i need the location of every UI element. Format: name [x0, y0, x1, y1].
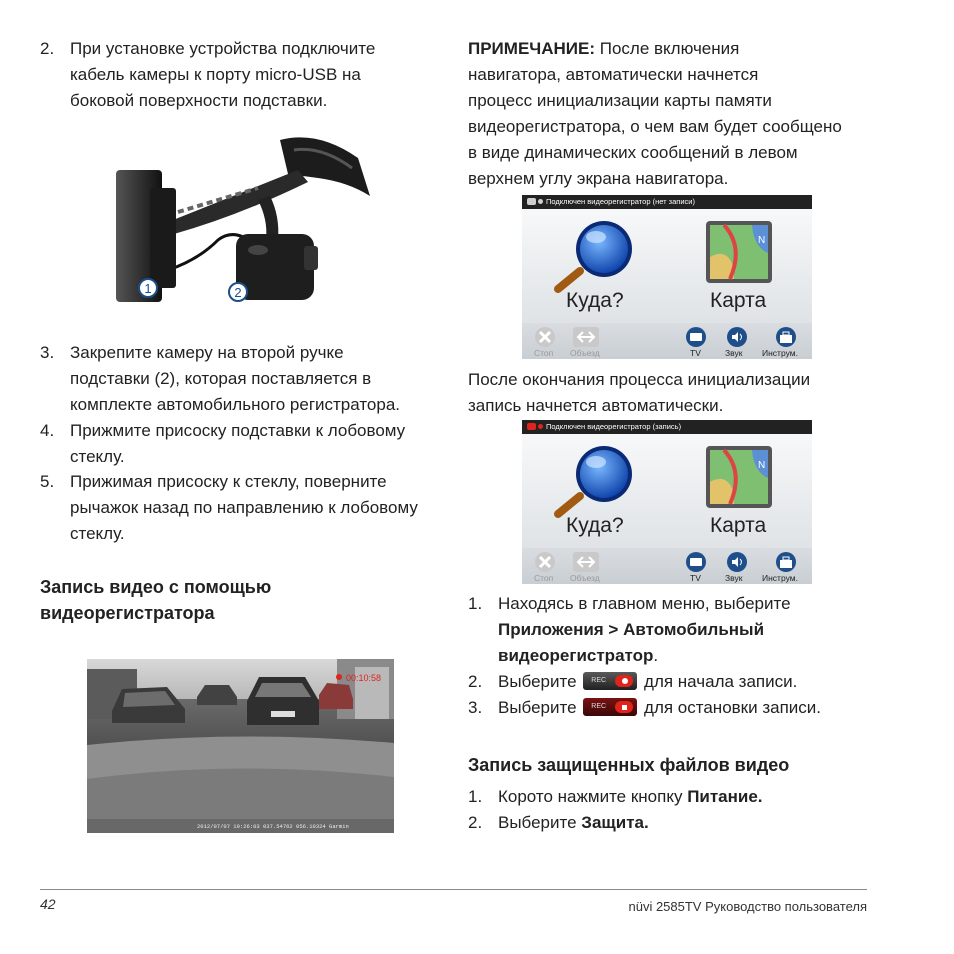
section-heading-video-recording: Запись видео с помощью видеорегистратора — [40, 577, 272, 623]
callout-2: 2 — [234, 285, 242, 300]
navigator-screen-idle — [522, 195, 812, 359]
magnifier-icon[interactable] — [552, 219, 642, 293]
suction-mount-illustration — [108, 130, 384, 308]
rec-time: 00:10:58 — [346, 673, 382, 683]
after-init-text: После окончания процесса инициализации запись начнется автоматически. — [468, 370, 811, 415]
note-block: ПРИМЕЧАНИЕ: После включения навигатора, автоматически начнется процесс инициализации карты памяти видеорегистратора, о чем вам будет сообщено в виде динамических сообщений в левом верхнем углу экрана навигатора. — [468, 39, 842, 188]
tv-icon[interactable] — [684, 326, 708, 348]
map-icon[interactable] — [704, 442, 776, 514]
step-2: 2. При установке устройства подключите кабель камеры к порту micro-USB на боковой поверхности подставки. — [40, 39, 376, 110]
where-to-label[interactable]: Куда? — [566, 289, 624, 312]
step-5: 5. Прижимая присоску к стеклу, поверните рычажок назад по направлению к лобовому стеклу. — [40, 472, 418, 543]
status-message: Подключен видеорегистратор (запись) — [546, 422, 682, 431]
dashcam-overlay: 2012/07/07 19:26:03 037.54762 056.10324 Garmin — [197, 823, 349, 830]
volume-icon[interactable] — [725, 326, 749, 348]
tools-icon[interactable] — [774, 551, 798, 573]
navigator-screen-recording — [522, 420, 812, 584]
detour-icon[interactable] — [572, 551, 600, 573]
status-bar — [522, 195, 812, 209]
stop-icon[interactable] — [534, 326, 556, 348]
footer-divider — [40, 889, 867, 890]
record-step-3: 3. Выберите REC для остановки записи. — [468, 698, 822, 717]
stop-icon[interactable] — [534, 551, 556, 573]
protect-step-1: 1. Корото нажмите кнопку Питание. — [468, 787, 763, 806]
volume-icon[interactable] — [725, 551, 749, 573]
record-button[interactable]: REC — [583, 672, 637, 690]
dashcam-frame-image — [87, 659, 394, 833]
dashcam-scene — [87, 659, 394, 833]
tv-icon[interactable] — [684, 551, 708, 573]
bottom-toolbar: Стоп Объезд TV Звук Инструм. — [522, 548, 812, 584]
map-label[interactable]: Карта — [710, 514, 767, 537]
camera-icon — [527, 423, 536, 430]
page-number: 42 — [40, 896, 56, 912]
status-bar — [522, 420, 812, 434]
where-to-label[interactable]: Куда? — [566, 514, 624, 537]
manual-title: nüvi 2585TV Руководство пользователя — [628, 899, 867, 914]
detour-icon[interactable] — [572, 326, 600, 348]
record-step-1: 1. Находясь в главном меню, выберите Приложения > Автомобильный видеорегистратор. — [468, 594, 791, 665]
bottom-toolbar: Стоп Объезд TV Звук Инструм. — [522, 323, 812, 359]
stop-record-button[interactable]: REC — [583, 698, 637, 716]
note-label: ПРИМЕЧАНИЕ: — [468, 39, 595, 58]
callout-1: 1 — [144, 281, 152, 296]
step-3: 3. Закрепите камеру на второй ручке подставки (2), которая поставляется в комплекте автомобильного регистратора. — [40, 343, 401, 414]
map-label[interactable]: Карта — [710, 289, 767, 312]
camera-icon — [527, 198, 536, 205]
tools-icon[interactable] — [774, 326, 798, 348]
magnifier-icon[interactable] — [552, 444, 642, 518]
svg-text:N: N — [758, 460, 766, 471]
record-step-2: 2. Выберите REC для начала записи. — [468, 672, 798, 691]
section-heading-protected-files: Запись защищенных файлов видео — [468, 755, 790, 775]
suction-mount-image — [108, 130, 384, 308]
svg-text:N: N — [758, 235, 766, 246]
protect-step-2: 2. Выберите Защита. — [468, 813, 649, 832]
status-message: Подключен видеорегистратор (нет записи) — [546, 197, 695, 206]
step-4: 4. Прижмите присоску подставки к лобовому стеклу. — [40, 421, 406, 466]
map-icon[interactable] — [704, 217, 776, 289]
